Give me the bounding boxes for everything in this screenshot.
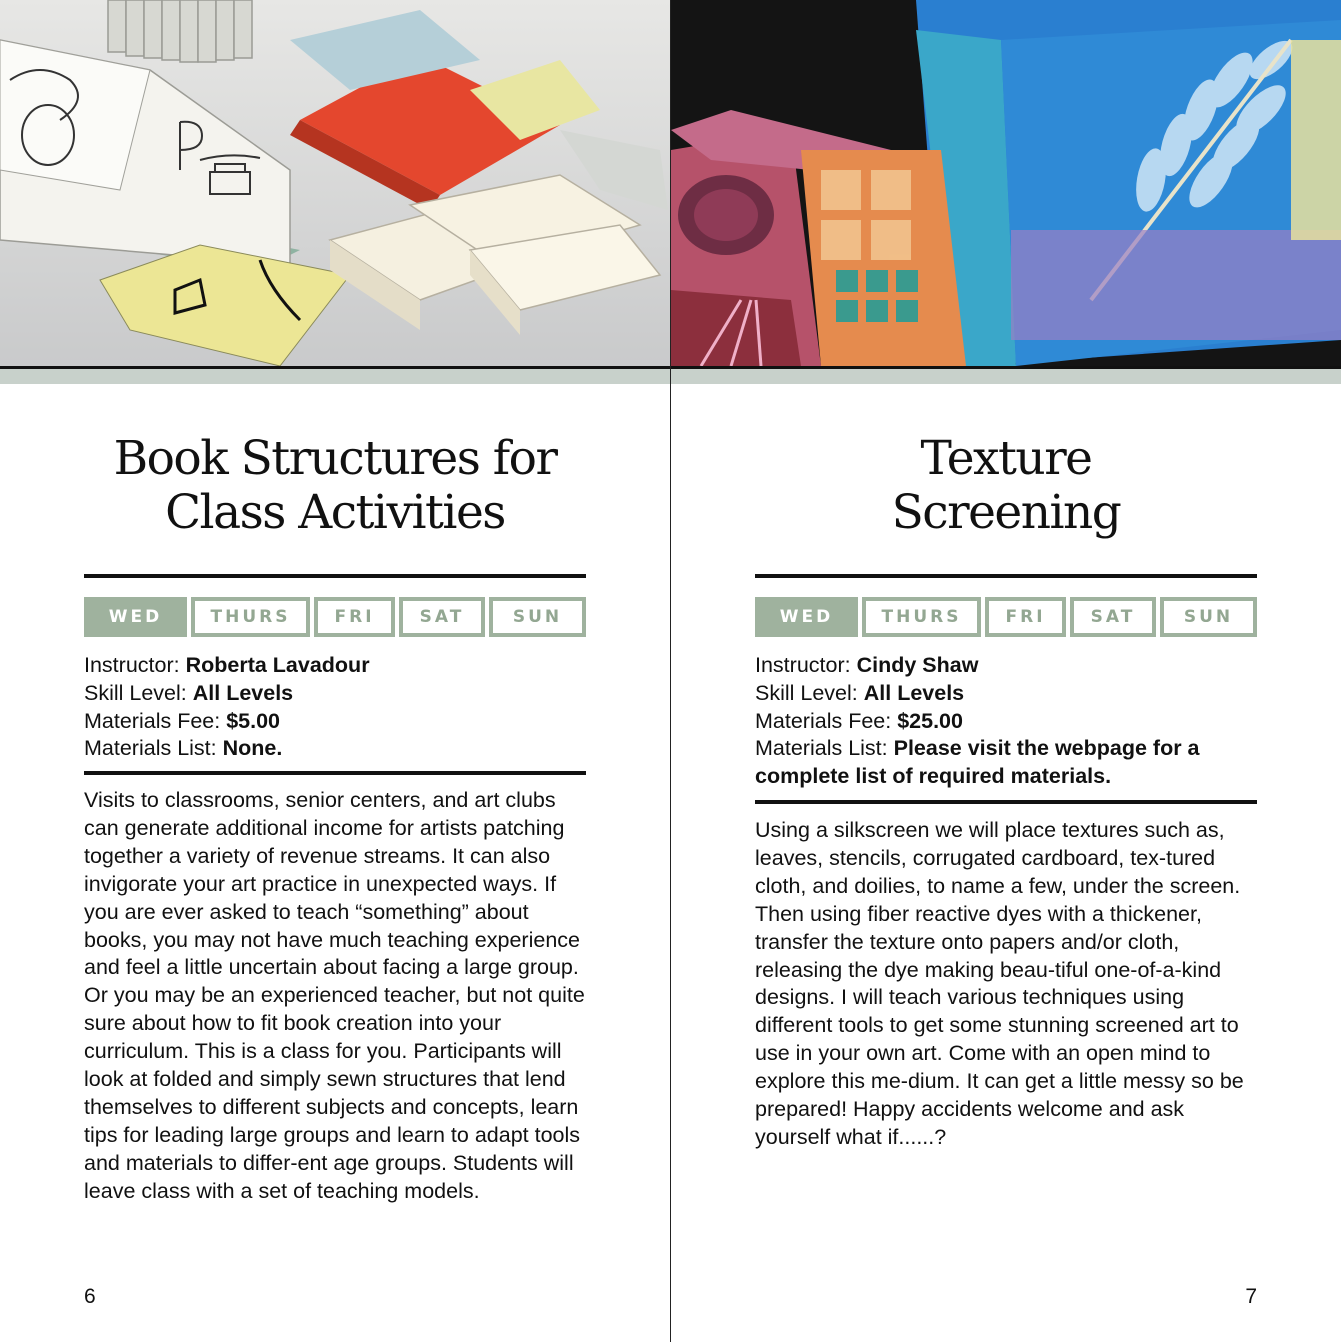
skill-line (755, 680, 1265, 708)
instructor-line (84, 652, 594, 680)
class-details (84, 652, 594, 763)
skill-label: Skill Level: (755, 680, 858, 705)
materials-value: Please visit the webpage for a complete list of required materials. (755, 736, 1200, 789)
right-page (671, 0, 1341, 1342)
fee-label: Materials Fee: (84, 708, 221, 733)
fee-line (755, 708, 1265, 736)
left-page (0, 0, 670, 1342)
day-fri: FRI (985, 597, 1066, 637)
photo-band (671, 369, 1341, 384)
day-thurs: THURS (191, 597, 310, 637)
day-sat: SAT (399, 597, 485, 637)
title-line-1: Texture (920, 431, 1092, 486)
details-divider (84, 771, 586, 775)
page-number: 7 (1245, 1285, 1257, 1308)
skill-label: Skill Level: (84, 680, 187, 705)
photo-band (0, 369, 670, 384)
materials-label: Materials List: (755, 736, 888, 761)
materials-line (755, 735, 1265, 791)
day-sun: SUN (489, 597, 586, 637)
title-line-2: Screening (891, 485, 1121, 540)
skill-value: All Levels (192, 680, 294, 705)
day-sat: SAT (1070, 597, 1156, 637)
day-selector (755, 597, 1257, 637)
class-description: Using a silkscreen we will place textures such as, leaves, stencils, corrugated cardboard, tex-tured cloth, and doilies, to name a few, under the screen. Then using fiber reactive dyes with a thickener, transfer the texture onto papers and/or cloth, releasing the dye making beau-tiful one-of-a-kind designs. I will teach various techniques using different tools to get some stunning screened art to use in your own art. Come with an open mind to explore this me-dium. It can get a little messy so be prepared! Happy accidents welcome and ask yourself what if......? (755, 818, 1244, 1149)
skill-value: All Levels (863, 680, 965, 705)
instructor-name: Cindy Shaw (856, 653, 979, 677)
class-title (0, 432, 670, 540)
texture-screening-photo (671, 0, 1341, 366)
day-fri: FRI (314, 597, 395, 637)
class-details (755, 652, 1265, 791)
instructor-line (755, 652, 1265, 680)
day-thurs: THURS (862, 597, 981, 637)
materials-line (84, 735, 594, 763)
details-divider (755, 800, 1257, 804)
day-selector (84, 597, 586, 637)
book-structures-photo (0, 0, 670, 366)
materials-label: Materials List: (84, 736, 217, 761)
fee-label: Materials Fee: (755, 708, 892, 733)
page-number: 6 (84, 1285, 96, 1308)
title-line-2: Class Activities (165, 485, 505, 540)
day-wed: WED (755, 597, 858, 637)
title-divider (84, 574, 586, 578)
title-divider (755, 574, 1257, 578)
class-title (671, 432, 1341, 540)
materials-value: None. (222, 736, 283, 761)
instructor-name: Roberta Lavadour (185, 653, 370, 677)
day-sun: SUN (1160, 597, 1257, 637)
class-description: Visits to classrooms, senior centers, and art clubs can generate additional income for artists patching together a variety of revenue streams. It can also invigorate your art practice in unexpected ways. If you are ever asked to teach “something” about books, you may not have much teaching experience and feel a little uncertain about facing a large group. Or you may be an experienced teacher, but not quite sure about how to fit book creation into your curriculum. This is a class for you. Participants will look at folded and simply sewn structures that lend themselves to different subjects and concepts, learn tips for leading large groups and learn to adapt tools and materials to differ-ent age groups. Students will leave class with a set of teaching models. (84, 788, 585, 1203)
skill-line (84, 680, 594, 708)
day-wed: WED (84, 597, 187, 637)
fee-value: $25.00 (897, 708, 963, 733)
instructor-label: Instructor: (755, 653, 851, 677)
instructor-label: Instructor: (84, 653, 180, 677)
title-line-1: Book Structures for (113, 431, 557, 486)
fee-line (84, 708, 594, 736)
fee-value: $5.00 (226, 708, 281, 733)
